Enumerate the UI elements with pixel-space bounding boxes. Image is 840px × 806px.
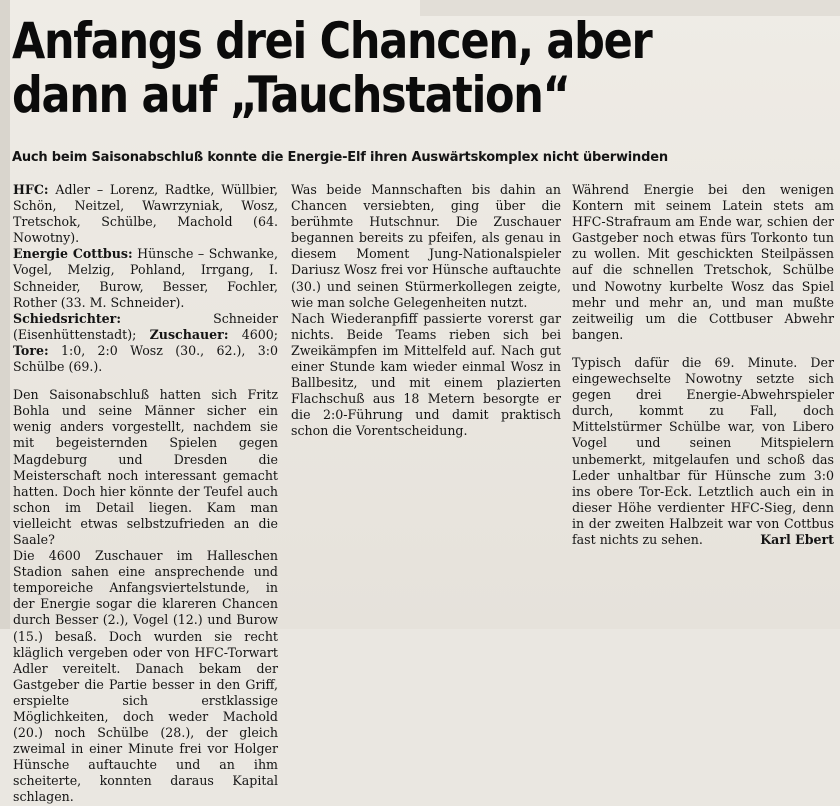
paragraph-third-goal [572, 355, 834, 548]
referee-label: Schiedsrichter: [13, 310, 121, 326]
lineup-hfc-label: HFC: [13, 182, 49, 197]
paragraph-third-goal-text: Typisch dafür die 69. Minute. Der eingewechselte Nowotny setzte sich gegen drei Energie-Abwehrspieler durch, kommt zu Fall, doch Mittelstürmer Schülbe war, von Libero Vogel und seinen Mitspielern unbemerkt, mitgelaufen und schoß das Leder unhaltbar für Hünsche zum 3:0 ins obere Tor-Eck. Letztlich auch ein in dieser Höhe verdienter HFC-Sieg, denn in der zweiten Halbzeit war von Cottbus fast nichts zu sehen. [572, 354, 834, 547]
headline [12, 14, 717, 122]
lineup-hfc [13, 182, 278, 246]
lineup-energie-text: Hünsche – Schwanke, Vogel, Melzig, Pohland, Irrgang, I. Schneider, Burow, Besser, Fochler, Rother (33. M. Schneider). [13, 246, 278, 310]
article-column-3 [572, 182, 834, 548]
article-column-2 [291, 182, 561, 440]
spectators-label: Zuschauer: [149, 326, 229, 342]
paragraph-intro: Den Saisonabschluß hatten sich Fritz Bohla und seine Männer sicher ein wenig anders vorgestellt, nachdem sie mit begeisternden Spielen gegen Magdeburg und Dresden die Meisterschaft noch interessant gemacht hatten. Doch hier könnte der Teufel auch schon im Detail liegen. Kam man vielleicht etwas selbstzufrieden an die Saale? [13, 387, 278, 547]
spectators-text: 4600; [241, 326, 278, 342]
paragraph-first-half: Die 4600 Zuschauer im Halleschen Stadion sahen eine ansprechende und temporeiche Anfangsviertelstunde, in der Energie sogar die klareren Chancen durch Besser (2.), Vogel (12.) und Burow (15.) besaß. Doch wurden sie recht kläglich vergeben oder von HFC-Torwart Adler vereitelt. Danach bekam der Gastgeber die Partie besser in den Griff, erspielte sich erstklassige Möglichkeiten, doch weder Machold (20.) noch Schülbe (28.), der gleich zweimal in einer Minute frei vor Holger Hünsche auftauchte und an ihm scheiterte, konnten daraus Kapital schlagen. [13, 548, 278, 805]
paragraph-pressure: Während Energie bei den wenigen Kontern mit seinem Latein stets am HFC-Strafraum am Ende war, schien der Gastgeber noch etwas fürs Torkonto tun zu wollen. Mit geschickten Steilpässen auf die schnellen Tretschok, Schülbe und Nowotny kurbelte Wosz das Spiel mehr und mehr an, und man mußte zeitweilig um die Cottbuser Abwehr bangen. [572, 182, 834, 342]
lineup-hfc-text: Adler – Lorenz, Radtke, Wüllbier, Schön, Neitzel, Wawrzyniak, Wosz, Tretschok, Schülbe, Machold (64. Nowotny). [13, 182, 278, 246]
article-column-1 [13, 182, 278, 806]
paragraph-first-goal: Was beide Mannschaften bis dahin an Chancen versiebten, ging über die berühmte Hutschnur. Die Zuschauer begannen bereits zu pfeifen, als genau in diesem Moment Jung-Nationalspieler Dariusz Wosz frei vor Hünsche auftauchte (30.) und seinen Stürmerkollegen zeigte, wie man solche Gelegenheiten nutzt. [291, 182, 561, 310]
referee-text: Schneider (Eisenhüttenstadt); [13, 310, 278, 342]
author-byline: Karl Ebert [760, 531, 834, 547]
goals-text: 1:0, 2:0 Wosz (30., 62.), 3:0 Schülbe (69.). [13, 342, 278, 375]
subheadline: Auch beim Saisonabschluß konnte die Energie-Elf ihren Auswärtskomplex nicht überwinden [12, 150, 668, 165]
lineup-energie-label: Energie Cottbus: [13, 246, 133, 262]
headline-line-1: Anfangs drei Chancen, aber [12, 12, 652, 70]
headline-line-2: dann auf „Tauchstation“ [12, 66, 570, 124]
adjacent-column-edge [0, 0, 10, 629]
match-facts [13, 311, 278, 375]
goals-label: Tore: [13, 342, 49, 358]
lineup-energie [13, 246, 278, 310]
paragraph-second-half: Nach Wiederanpfiff passierte vorerst gar nichts. Beide Teams rieben sich bei Zweikämpfen im Mittelfeld auf. Nach gut einer Stunde kam wieder einmal Wosz in Ballbesitz, und mit einem plazierten Flachschuß aus 18 Metern besorgte er die 2:0-Führung und damit praktisch schon die Vorentscheidung. [291, 310, 561, 439]
